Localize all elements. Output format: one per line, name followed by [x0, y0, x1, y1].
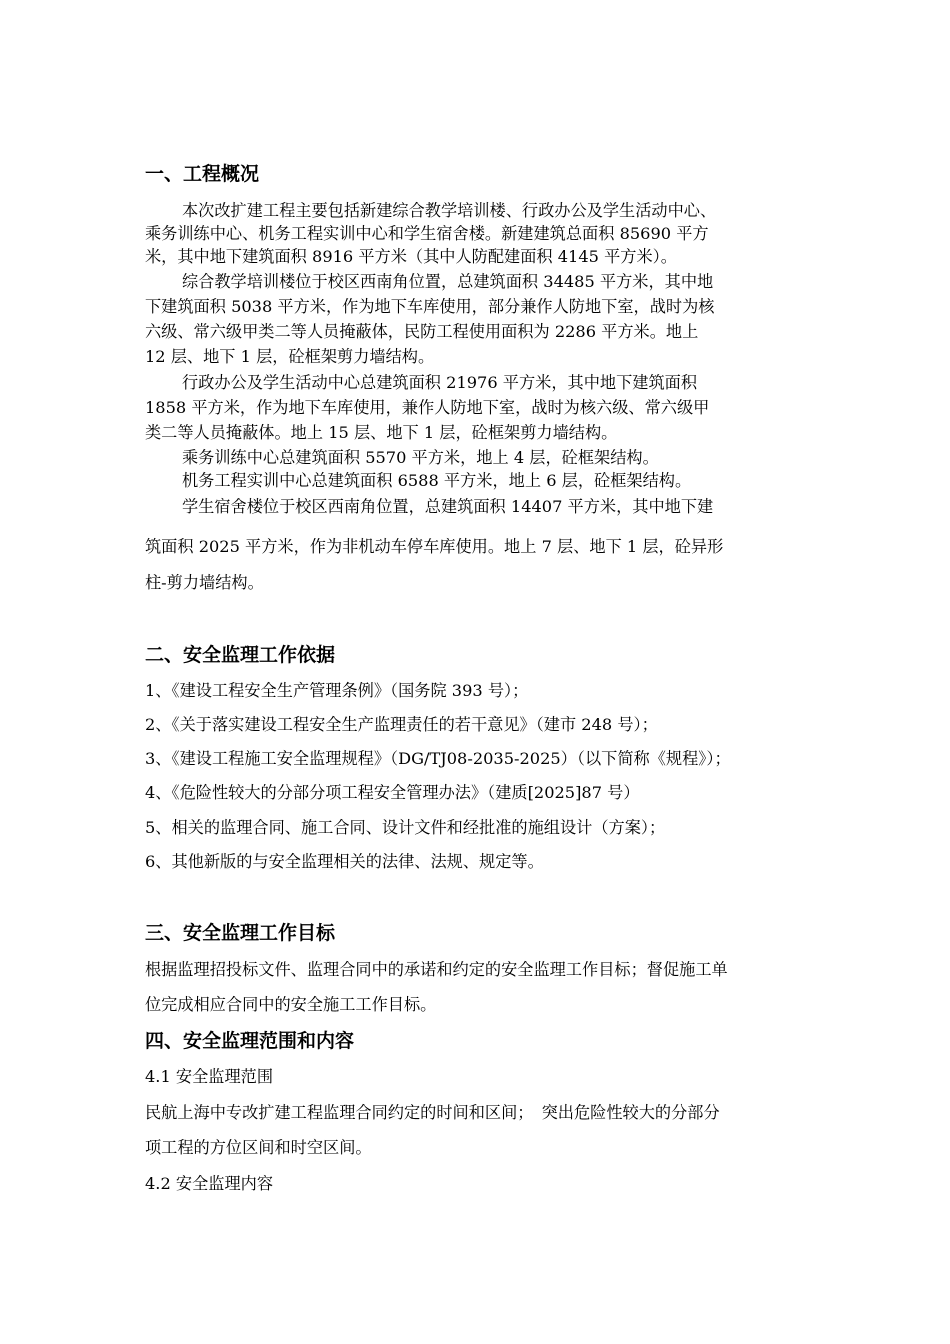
list-item: 1、《建设工程安全生产管理条例》（国务院 393 号）； [145, 681, 529, 700]
paragraph-line: 根据监理招投标文件、监理合同中的承诺和约定的安全监理工作目标；督促施工单 [145, 960, 728, 979]
paragraph-line: 六级、常六级甲类二等人员掩蔽体，民防工程使用面积为 2286 平方米。地上 [145, 322, 699, 341]
paragraph-line: 民航上海中专改扩建工程监理合同约定的时间和区间； 突出危险性较大的分部分 [145, 1103, 720, 1122]
heading-safety-supervision-goals: 三、安全监理工作目标 [145, 922, 336, 944]
paragraph-line: 位完成相应合同中的安全施工工作目标。 [145, 995, 437, 1014]
paragraph-line: 类二等人员掩蔽体。地上 15 层、地下 1 层，砼框架剪力墙结构。 [145, 423, 618, 442]
paragraph-line: 12 层、地下 1 层，砼框架剪力墙结构。 [145, 347, 435, 366]
paragraph-line: 行政办公及学生活动中心总建筑面积 21976 平方米，其中地下建筑面积 [182, 373, 698, 392]
subheading-content: 4.2 安全监理内容 [145, 1174, 274, 1193]
paragraph-line: 米，其中地下建筑面积 8916 平方米（其中人防配建面积 4145 平方米）。 [145, 247, 677, 266]
paragraph-line: 筑面积 2025 平方米，作为非机动车停车库使用。地上 7 层、地下 1 层，砼异形 [145, 537, 724, 556]
list-item: 6、其他新版的与安全监理相关的法律、法规、规定等。 [145, 852, 544, 871]
heading-project-overview: 一、工程概况 [145, 163, 260, 185]
paragraph-line: 综合教学培训楼位于校区西南角位置，总建筑面积 34485 平方米，其中地 [182, 272, 714, 291]
paragraph-line: 机务工程实训中心总建筑面积 6588 平方米，地上 6 层，砼框架结构。 [182, 471, 692, 490]
paragraph-line: 学生宿舍楼位于校区西南角位置，总建筑面积 14407 平方米，其中地下建 [182, 497, 714, 516]
list-item: 2、《关于落实建设工程安全生产监理责任的若干意见》（建市 248 号）； [145, 715, 658, 734]
paragraph-line: 柱-剪力墙结构。 [145, 573, 264, 592]
list-item: 3、《建设工程施工安全监理规程》（DG/TJ08-2035-2025）（以下简称《规程》）； [145, 749, 731, 768]
paragraph-line: 1858 平方米，作为地下车库使用，兼作人防地下室，战时为核六级、常六级甲 [145, 398, 710, 417]
paragraph-line: 乘务训练中心总建筑面积 5570 平方米，地上 4 层，砼框架结构。 [182, 448, 659, 467]
list-item: 5、相关的监理合同、施工合同、设计文件和经批准的施组设计（方案）； [145, 818, 666, 837]
paragraph-line: 本次改扩建工程主要包括新建综合教学培训楼、行政办公及学生活动中心、 [182, 201, 717, 220]
heading-safety-supervision-basis: 二、安全监理工作依据 [145, 644, 336, 666]
heading-scope-and-content: 四、安全监理范围和内容 [145, 1030, 355, 1052]
paragraph-line: 下建筑面积 5038 平方米，作为地下车库使用，部分兼作人防地下室，战时为核 [145, 297, 715, 316]
subheading-scope: 4.1 安全监理范围 [145, 1067, 274, 1086]
list-item: 4、《危险性较大的分部分项工程安全管理办法》（建质[2025]87 号） [145, 783, 640, 802]
paragraph-line: 项工程的方位区间和时空区间。 [145, 1138, 372, 1157]
paragraph-line: 乘务训练中心、机务工程实训中心和学生宿舍楼。新建建筑总面积 85690 平方 [145, 224, 709, 243]
